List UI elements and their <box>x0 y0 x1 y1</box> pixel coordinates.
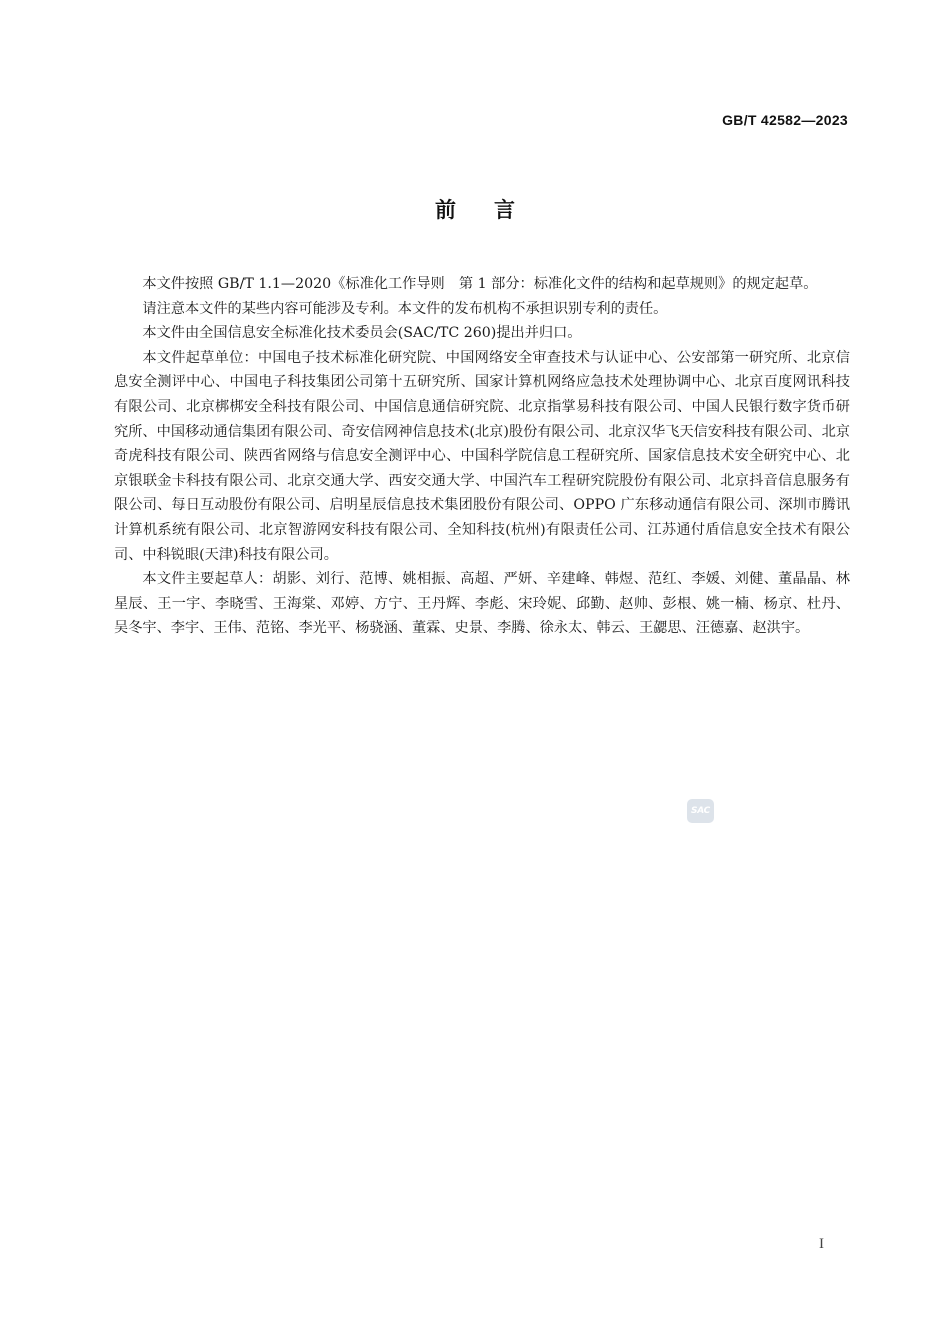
page-title: 前言 <box>435 198 553 222</box>
paragraph-drafting-units: 本文件起草单位：中国电子技术标准化研究院、中国网络安全审查技术与认证中心、公安部第一研究所、北京信息安全测评中心、中国电子科技集团公司第十五研究所、国家计算机网络应急技术处理协调中心、北京百度网讯科技有限公司、北京梆梆安全科技有限公司、中国信息通信研究院、北京指掌易科技有限公司、中国人民银行数字货币研究所、中国移动通信集团有限公司、奇安信网神信息技术(北京)股份有限公司、北京汉华飞天信安科技有限公司、北京奇虎科技有限公司、陕西省网络与信息安全测评中心、中国科学院信息工程研究所、国家信息技术安全研究中心、北京银联金卡科技有限公司、北京交通大学、西安交通大学、中国汽车工程研究院股份有限公司、北京抖音信息服务有限公司、每日互动股份有限公司、启明星辰信息技术集团股份有限公司、OPPO 广东移动通信有限公司、深圳市腾讯计算机系统有限公司、北京智游网安科技有限公司、全知科技(杭州)有限责任公司、江苏通付盾信息安全技术有限公司、中科锐眼(天津)科技有限公司。 <box>114 349 850 563</box>
standard-number: GB/T 42582—2023 <box>722 112 848 128</box>
paragraph-patent-notice: 请注意本文件的某些内容可能涉及专利。本文件的发布机构不承担识别专利的责任。 <box>142 300 668 317</box>
sac-watermark-logo: SAC <box>687 799 714 823</box>
page-number: I <box>819 1236 824 1252</box>
paragraph-proposer: 本文件由全国信息安全标准化技术委员会(SAC/TC 260)提出并归口。 <box>142 325 582 342</box>
foreword-body <box>114 272 850 641</box>
paragraph-drafters: 本文件主要起草人：胡影、刘行、范博、姚相振、高超、严妍、辛建峰、韩煜、范红、李媛、刘健、董晶晶、林星辰、王一宇、李晓雪、王海棠、邓婷、方宁、王丹辉、李彪、宋玲妮、邱勤、赵帅、彭根、姚一楠、杨京、杜丹、吴冬宇、李宇、王伟、范铭、李光平、杨骁涵、董霖、史景、李腾、徐永太、韩云、王勰思、汪德嘉、赵洪宇。 <box>114 571 850 637</box>
paragraph-drafting-rules: 本文件按照 GB/T 1.1—2020《标准化工作导则 第 1 部分：标准化文件的结构和起草规则》的规定起草。 <box>142 276 818 292</box>
